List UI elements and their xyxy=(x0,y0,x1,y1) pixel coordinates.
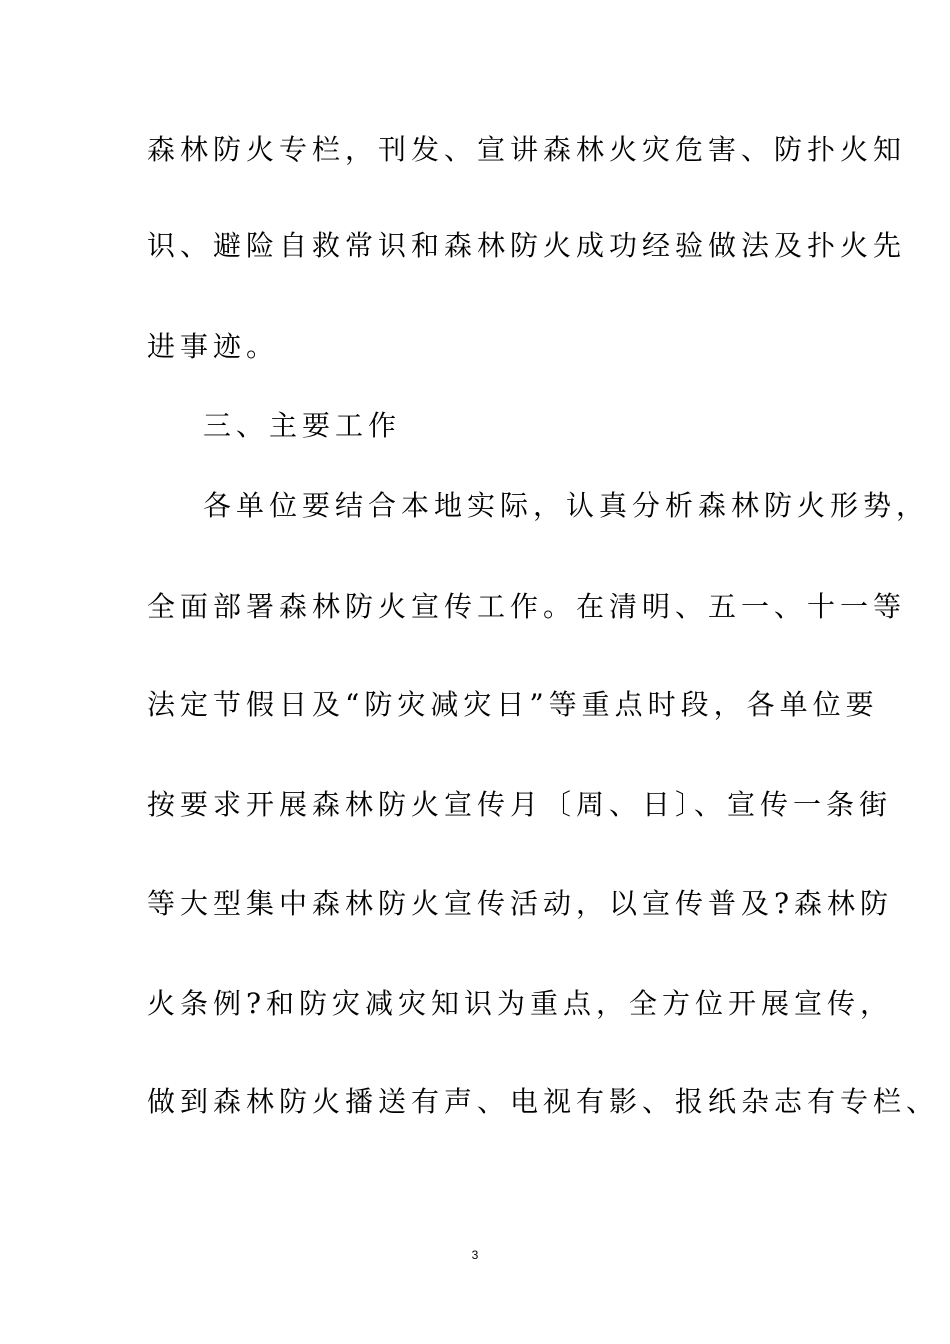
body-text-line: 按要求开展森林防火宣传月〔周、日〕、宣传一条街 xyxy=(147,788,893,821)
body-text-line: 等大型集中森林防火宣传活动，以宣传普及?森林防 xyxy=(147,887,894,920)
body-text-line: 识、避险自救常识和森林防火成功经验做法及扑火先 xyxy=(147,229,907,262)
body-text-line: 进事迹。 xyxy=(147,330,280,363)
body-text-line: 做到森林防火播送有声、电视有影、报纸杂志有专栏、 xyxy=(147,1085,940,1118)
body-text-line: 火条例?和防灾减灾知识为重点，全方位开展宣传， xyxy=(147,987,894,1020)
body-text-line: 森林防火专栏，刊发、宣讲森林火灾危害、防扑火知 xyxy=(147,133,907,166)
section-heading: 三、主要工作 xyxy=(203,409,402,442)
body-text-line: 法定节假日及“防灾减灾日”等重点时段，各单位要 xyxy=(147,688,879,721)
body-text-line: 全面部署森林防火宣传工作。在清明、五一、十一等 xyxy=(147,590,907,623)
page-number: 3 xyxy=(471,1248,479,1262)
body-text-line: 各单位要结合本地实际，认真分析森林防火形势， xyxy=(203,489,930,522)
